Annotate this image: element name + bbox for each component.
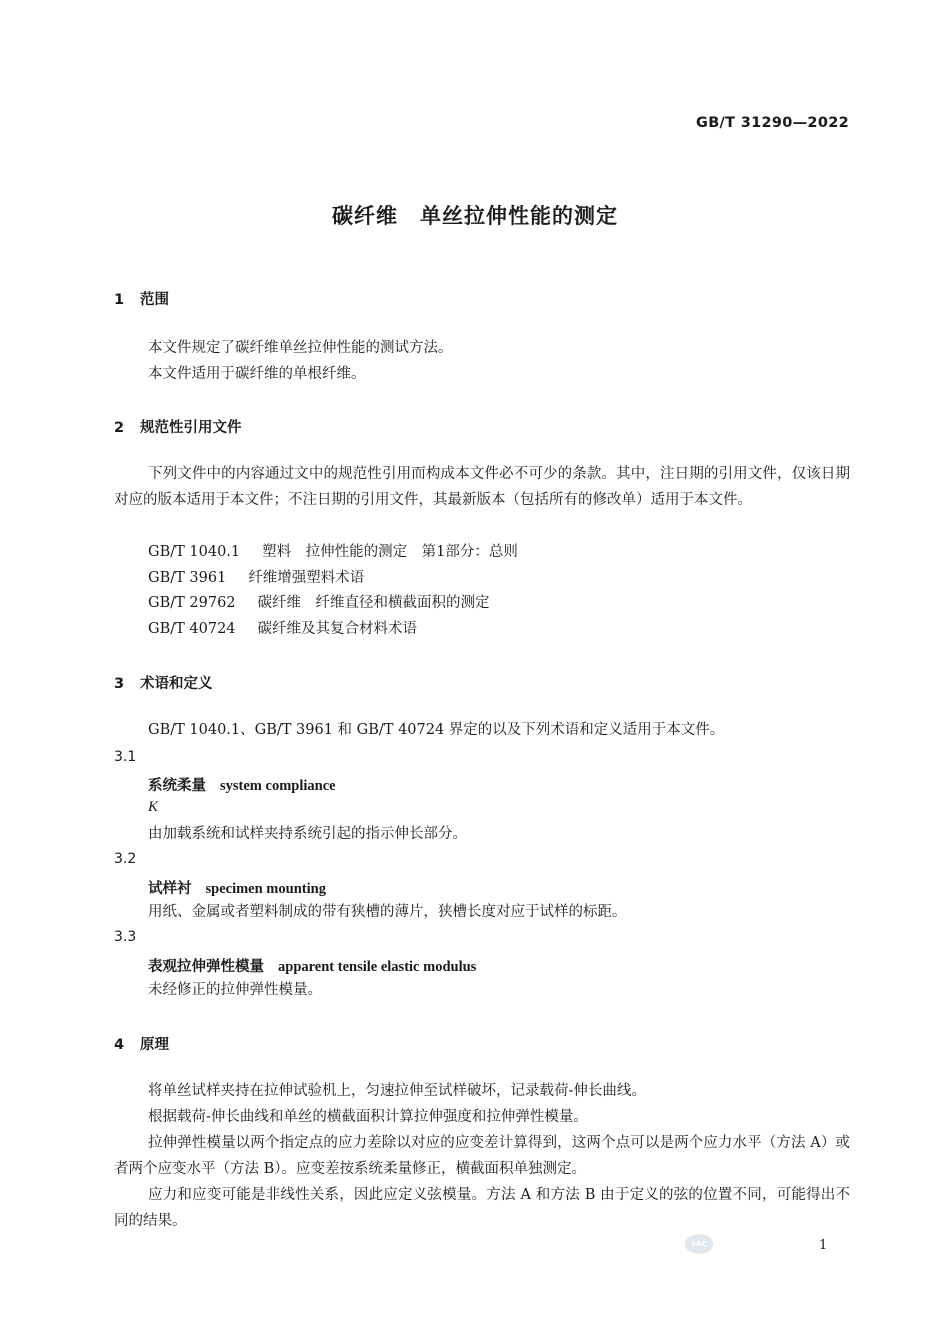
term-entry — [148, 877, 326, 898]
section-2-heading — [114, 416, 242, 437]
paragraph: 下列文件中的内容通过文中的规范性引用而构成本文件必不可少的条款。其中，注日期的引用文件，仅该日期对应的版本适用于本文件；不注日期的引用文件，其最新版本（包括所有的修改单）适用于本文件。 — [114, 466, 850, 508]
term-en: specimen mounting — [205, 881, 326, 897]
paragraph: 应力和应变可能是非线性关系，因此应定义弦模量。方法 A 和方法 B 由于定义的弦的位置不同，可能得出不同的结果。 — [114, 1187, 850, 1229]
paragraph: 根据载荷-伸长曲线和单丝的横截面积计算拉伸强度和拉伸弹性模量。 — [148, 1109, 588, 1125]
term-entry — [148, 774, 336, 795]
reference-title: 纤维增强塑料术语 — [248, 570, 365, 586]
reference-code: GB/T 29762 — [148, 595, 236, 611]
reference-title: 塑料 拉伸性能的测定 第1部分：总则 — [262, 544, 518, 560]
term-en: apparent tensile elastic modulus — [278, 959, 477, 975]
section-3-heading — [114, 672, 213, 693]
section-number: 3 — [114, 676, 125, 692]
reference-item — [148, 594, 490, 612]
term-zh: 试样衬 — [148, 881, 192, 897]
reference-code: GB/T 1040.1 — [148, 544, 241, 560]
section-title: 范围 — [140, 292, 169, 308]
watermark-logo-icon: SAC — [685, 1234, 713, 1254]
term-zh: 表观拉伸弹性模量 — [148, 959, 264, 975]
section-number: 2 — [114, 420, 125, 436]
section-number: 4 — [114, 1037, 125, 1053]
reference-item — [148, 620, 417, 638]
clause-number: 3.3 — [114, 929, 137, 945]
reference-title: 碳纤维 纤维直径和横截面积的测定 — [257, 595, 490, 611]
term-definition: 用纸、金属或者塑料制成的带有狭槽的薄片，狭槽长度对应于试样的标距。 — [148, 904, 627, 920]
reference-item — [148, 569, 364, 587]
reference-code: GB/T 40724 — [148, 621, 236, 637]
page-number: 1 — [819, 1238, 828, 1253]
paragraph: 将单丝试样夹持在拉伸试验机上，匀速拉伸至试样破坏，记录载荷-伸长曲线。 — [148, 1083, 646, 1099]
term-zh: 系统柔量 — [148, 778, 206, 794]
clause-number: 3.1 — [114, 749, 137, 765]
section-title: 规范性引用文件 — [140, 420, 242, 436]
term-entry — [148, 955, 476, 976]
reference-code: GB/T 3961 — [148, 570, 227, 586]
paragraph: 本文件规定了碳纤维单丝拉伸性能的测试方法。 — [148, 340, 453, 356]
section-title: 术语和定义 — [140, 676, 213, 692]
term-symbol: K — [148, 799, 159, 815]
paragraph: GB/T 1040.1、GB/T 3961 和 GB/T 40724 界定的以及下列术语和定义适用于本文件。 — [148, 722, 725, 738]
document-title: 碳纤维 单丝拉伸性能的测定 — [332, 204, 618, 228]
document-code: GB/T 31290—2022 — [696, 115, 849, 131]
section-4-heading — [114, 1033, 169, 1054]
reference-item — [148, 543, 518, 561]
paragraph: 拉伸弹性模量以两个指定点的应力差除以对应的应变差计算得到，这两个点可以是两个应力水平（方法 A）或者两个应变水平（方法 B）。应变差按系统柔量修正，横截面积单独测定。 — [114, 1135, 850, 1177]
term-definition: 由加载系统和试样夹持系统引起的指示伸长部分。 — [148, 826, 467, 842]
term-en: system compliance — [220, 778, 336, 794]
term-definition: 未经修正的拉伸弹性模量。 — [148, 982, 322, 998]
section-1-heading — [114, 288, 169, 309]
section-number: 1 — [114, 292, 125, 308]
reference-title: 碳纤维及其复合材料术语 — [257, 621, 418, 637]
clause-number: 3.2 — [114, 851, 137, 867]
section-title: 原理 — [140, 1037, 169, 1053]
paragraph: 本文件适用于碳纤维的单根纤维。 — [148, 366, 366, 382]
